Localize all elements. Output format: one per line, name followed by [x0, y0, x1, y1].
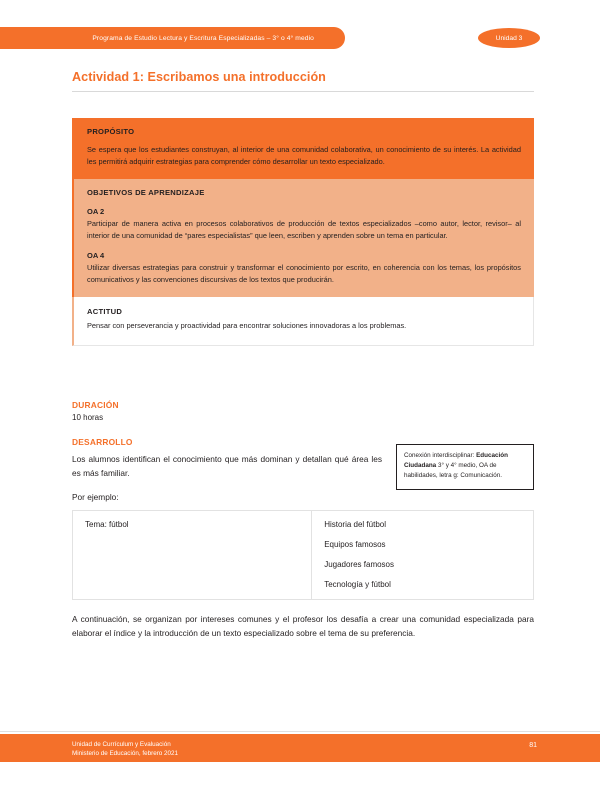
actitud-box [72, 297, 534, 346]
page-title: Actividad 1: Escribamos una introducción [72, 70, 326, 84]
table-cell: Tema: fútbol [85, 520, 129, 529]
header-banner-text: Programa de Estudio Lectura y Escritura Especializadas – 3° o 4° medio [92, 34, 314, 42]
table-cell: Equipos famosos [324, 540, 386, 549]
example-table [72, 510, 534, 600]
callout-bold: Educación Ciudadana [404, 452, 508, 470]
proposito-body: Se espera que los estudiantes construyan, al interior de una comunidad colaborativa, un conocimiento de su interés. La actividad les permitirá adquirir estrategias para comprender cómo desarrollar un texto especializado. [87, 145, 521, 166]
objetivo-text: Utilizar diversas estrategias para construir y transformar el conocimiento por escrito, en coherencia con los temas, los propósitos comunicativos y las convenciones discursivas de los textos que producirán. [87, 262, 521, 284]
table-cell: Jugadores famosos [324, 560, 395, 569]
por-ejemplo-label: Por ejemplo: [72, 492, 119, 502]
closing-paragraph: A continuación, se organizan por intereses comunes y el profesor los desafía a crear una comunidad especializada para elaborar el índice y la introducción de un texto especializado sobre el tema de su preferencia. [72, 614, 534, 639]
table-column-subtopics [312, 511, 533, 599]
objetivos-heading: OBJETIVOS DE APRENDIZAJE [87, 187, 205, 197]
objetivo-code: OA 4 [87, 250, 105, 260]
footer-line-2: Ministerio de Educación, febrero 2021 [72, 750, 179, 758]
actitud-heading: ACTITUD [87, 306, 123, 316]
table-cell: Tecnología y fútbol [324, 580, 391, 589]
title-divider [72, 91, 534, 92]
footer-divider [0, 731, 600, 732]
objetivos-box [72, 179, 534, 297]
objetivo-item [87, 251, 521, 286]
objetivo-code: OA 2 [87, 206, 105, 216]
desarrollo-label: DESARROLLO [72, 437, 133, 447]
callout-lead: Conexión interdisciplinar: [404, 452, 477, 459]
proposito-box [72, 118, 534, 179]
table-cell: Historia del fútbol [324, 520, 386, 529]
callout-text [404, 451, 526, 482]
objetivo-text: Participar de manera activa en procesos colaborativos de producción de textos especializados –como autor, lector, revisor– al interior de una comunidad de “pares especialistas” que leen, escriben y aprenden sobre un tema en particular. [87, 218, 521, 240]
info-boxes [72, 118, 534, 346]
unit-badge [478, 28, 540, 48]
unit-badge-label: Unidad 3 [495, 34, 523, 42]
duracion-section [72, 400, 534, 422]
duracion-value: 10 horas [72, 413, 104, 422]
objetivo-item [87, 207, 521, 242]
footer-text [72, 740, 178, 759]
table-column-topic [73, 511, 312, 599]
page-number: 81 [529, 742, 537, 749]
title-section [72, 70, 534, 92]
actitud-body: Pensar con perseverancia y proactividad para encontrar soluciones innovadoras a los problemas. [87, 320, 407, 330]
callout-rest: 3° y 4° medio, OA de habilidades, letra g: Comunicación. [404, 462, 503, 480]
proposito-heading: PROPÓSITO [87, 127, 135, 136]
header-banner [0, 27, 345, 49]
duracion-label: DURACIÓN [72, 400, 119, 410]
footer-line-1: Unidad de Currículum y Evaluación [72, 741, 171, 748]
interdisciplinary-callout [396, 444, 534, 490]
desarrollo-text: Los alumnos identifican el conocimiento que más dominan y detallan qué área les es más familiar. [72, 454, 382, 479]
